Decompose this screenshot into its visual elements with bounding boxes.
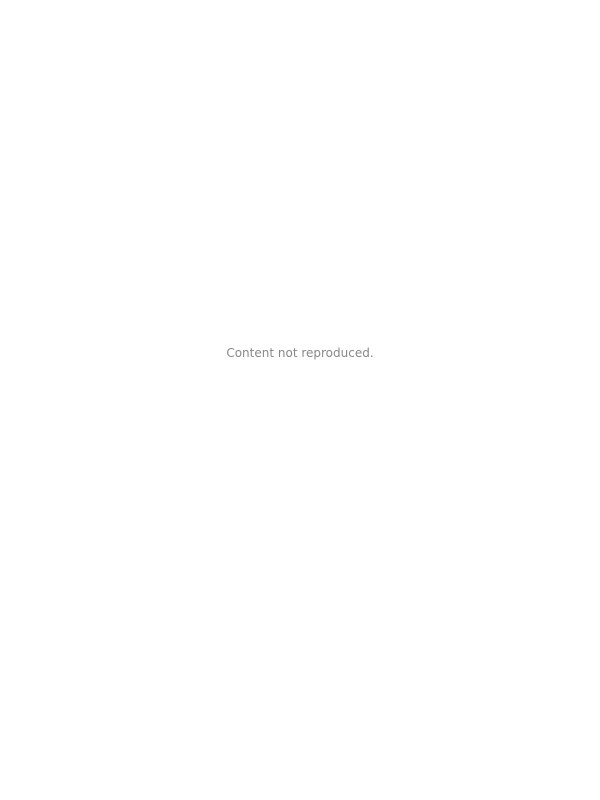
placeholder-notice: Content not reproduced. <box>226 346 374 360</box>
